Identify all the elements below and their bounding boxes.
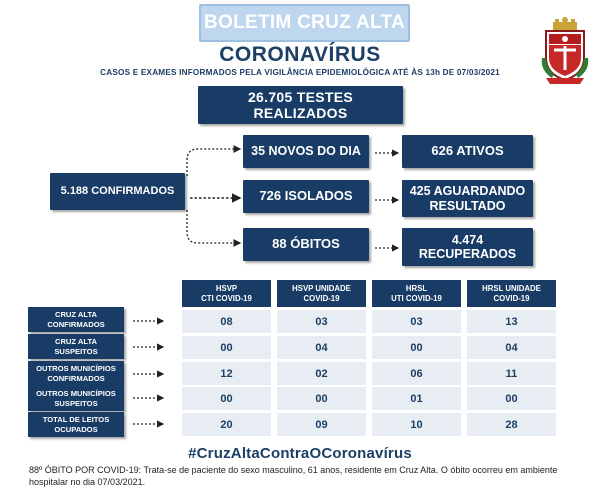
deaths-box: 88 ÓBITOS	[243, 228, 369, 261]
table-cell: 04	[467, 336, 556, 359]
tests-count: 26.705 TESTES	[247, 88, 354, 105]
column-header-line: HRSL UNIDADE	[482, 283, 541, 293]
tests-label: REALIZADOS	[253, 105, 348, 121]
table-cell: 00	[372, 336, 461, 359]
report-caption: CASOS E EXAMES INFORMADOS PELA VIGILÂNCIA EPIDEMIOLÓGICA ATÉ ÀS 13h DE 07/03/2021	[100, 68, 500, 77]
column-header-line: COVID-19	[303, 293, 340, 303]
municipal-coat-of-arms-icon	[540, 14, 590, 86]
row-label-line: TOTAL DE LEITOS	[42, 415, 110, 425]
table-cell: 00	[467, 387, 556, 410]
row-label-line: CONFIRMADOS	[47, 373, 105, 383]
recovered-label: RECUPERADOS	[418, 247, 517, 261]
confirmed-box: 5.188 CONFIRMADOS	[50, 173, 185, 210]
campaign-hashtag: #CruzAltaContraOCoronavírus	[188, 445, 412, 462]
row-label-other-municipalities-suspected	[28, 386, 124, 411]
table-cell: 03	[277, 310, 366, 333]
table-cell: 11	[467, 362, 556, 385]
column-header-hrsl-unidade	[467, 280, 556, 307]
column-header-line: HSVP	[215, 283, 238, 293]
table-cell: 08	[182, 310, 271, 333]
isolated-box: 726 ISOLADOS	[243, 180, 369, 213]
row-label-total-beds-occupied	[28, 412, 124, 437]
column-header-line: CTI COVID-19	[201, 293, 252, 303]
awaiting-label: RESULTADO	[429, 198, 506, 213]
death-note: 88º ÓBITO POR COVID-19: Trata-se de paciente do sexo masculino, 61 anos, residente em Cruz Alta. O óbito ocorreu em ambiente hospitalar no dia 07/03/2021.	[29, 465, 558, 487]
bulletin-title: BOLETIM CRUZ ALTA	[199, 4, 410, 42]
row-label-line: SUSPEITOS	[54, 398, 98, 408]
table-cell: 13	[467, 310, 556, 333]
recovered-box	[402, 228, 533, 266]
row-label-cruz-alta-confirmed	[28, 307, 124, 332]
row-label-other-municipalities-confirmed	[28, 361, 124, 386]
row-label-line: OUTROS MUNICÍPIOS	[36, 364, 116, 374]
row-label-line: CRUZ ALTA	[54, 337, 98, 347]
table-cell: 20	[182, 413, 271, 436]
column-header-hsvp-unidade	[277, 280, 366, 307]
table-cell: 02	[277, 362, 366, 385]
row-label-line: CONFIRMADOS	[47, 319, 105, 329]
new-today-box: 35 NOVOS DO DIA	[243, 135, 369, 168]
recovered-count: 4.474	[451, 232, 484, 247]
column-header-hrsl-uti	[372, 280, 461, 307]
column-header-hsvp-cti	[182, 280, 271, 307]
awaiting-results-box	[402, 180, 533, 217]
column-header-line: HRSL	[405, 283, 428, 293]
tests-performed-box	[198, 86, 403, 124]
awaiting-count: 425 AGUARDANDO	[409, 184, 526, 199]
table-cell: 10	[372, 413, 461, 436]
row-label-cruz-alta-suspected	[28, 334, 124, 359]
column-header-line: UTI COVID-19	[391, 293, 442, 303]
row-label-line: CRUZ ALTA	[54, 310, 98, 320]
row-label-line: SUSPEITOS	[54, 346, 98, 356]
active-box: 626 ATIVOS	[402, 135, 533, 168]
table-cell: 00	[182, 336, 271, 359]
table-cell: 00	[277, 387, 366, 410]
row-label-line: OUTROS MUNICÍPIOS	[36, 389, 116, 399]
row-label-line: OCUPADOS	[54, 424, 98, 434]
table-cell: 01	[372, 387, 461, 410]
column-header-line: HSVP UNIDADE	[292, 283, 351, 293]
table-cell: 03	[372, 310, 461, 333]
table-cell: 00	[182, 387, 271, 410]
table-cell: 28	[467, 413, 556, 436]
table-cell: 06	[372, 362, 461, 385]
table-cell: 09	[277, 413, 366, 436]
table-cell: 04	[277, 336, 366, 359]
table-cell: 12	[182, 362, 271, 385]
column-header-line: COVID-19	[493, 293, 530, 303]
page-subtitle: CORONAVÍRUS	[219, 43, 381, 66]
